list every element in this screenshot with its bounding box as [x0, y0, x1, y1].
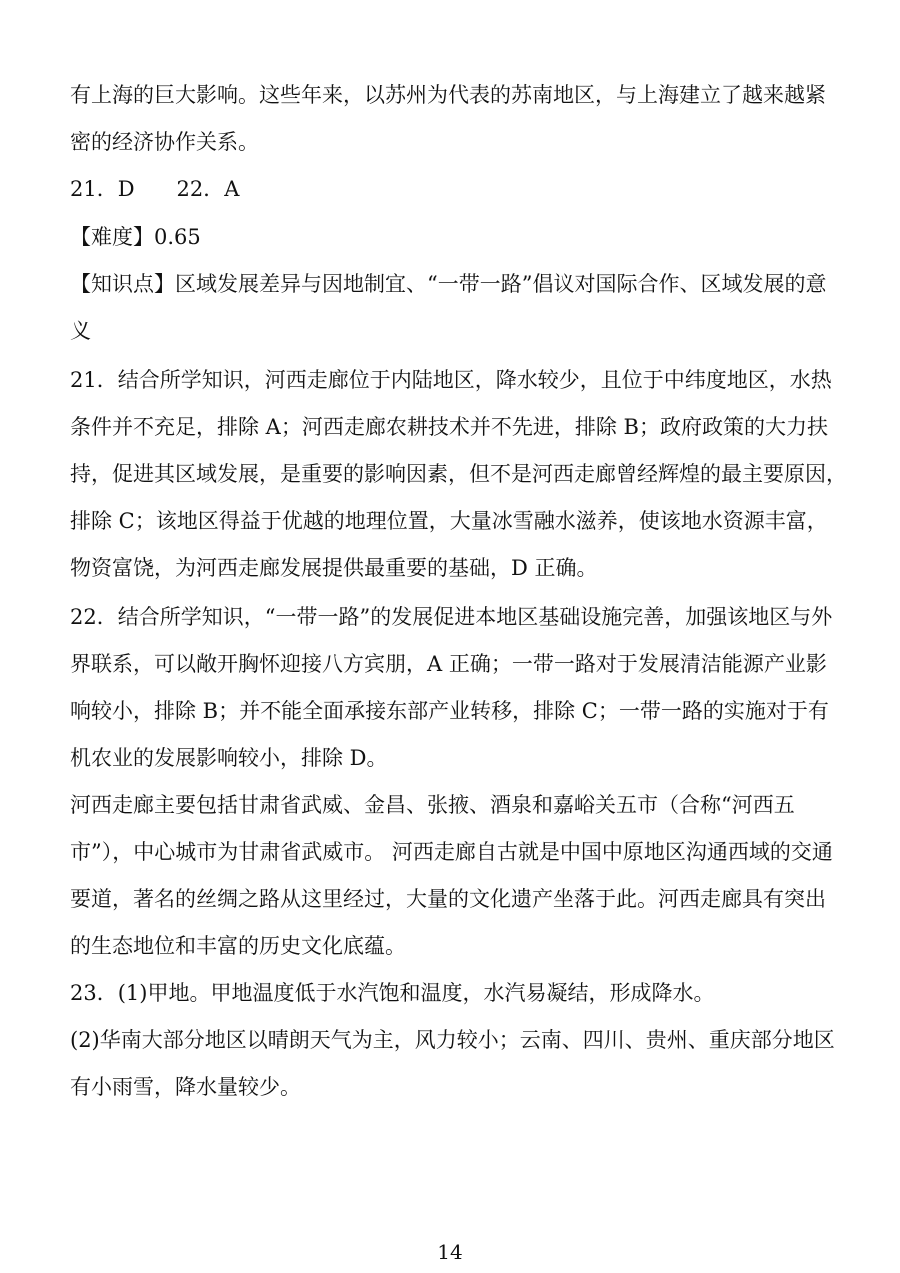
text-line: 23．(1)甲地。甲地温度低于水汽饱和温度，水汽易凝结，形成降水。 — [70, 981, 715, 1005]
text-line: 义 — [70, 319, 91, 343]
text-line: 机农业的发展影响较小，排除 D。 — [70, 746, 388, 770]
text-line: 响较小，排除 B；并不能全面承接东部产业转移，排除 C；一带一路的实施对于有 — [70, 699, 829, 723]
text-line: 界联系，可以敞开胸怀迎接八方宾朋，A 正确；一带一路对于发展清洁能源产业影 — [70, 652, 827, 676]
text-line: 条件并不充足，排除 A；河西走廊农耕技术并不先进，排除 B；政府政策的大力扶 — [70, 415, 828, 439]
text-line: 有上海的巨大影响。这些年来，以苏州为代表的苏南地区，与上海建立了越来越紧 — [70, 83, 826, 107]
text-line: (2)华南大部分地区以晴朗天气为主，风力较小；云南、四川、贵州、重庆部分地区 — [70, 1028, 835, 1052]
text-line: 市”），中心城市为甘肃省武威市。 河西走廊自古就是中国中原地区沟通西域的交通 — [70, 840, 833, 864]
difficulty-line: 【难度】0.65 — [70, 225, 201, 249]
text-line: 物资富饶，为河西走廊发展提供最重要的基础，D 正确。 — [70, 556, 598, 580]
text-line: 要道，著名的丝绸之路从这里经过，大量的文化遗产坐落于此。河西走廊具有突出 — [70, 887, 826, 911]
text-line: 有小雨雪，降水量较少。 — [70, 1075, 301, 1099]
text-line: 排除 C；该地区得益于优越的地理位置，大量冰雪融水滋养，使该地水资源丰富， — [70, 509, 828, 533]
text-line: 河西走廊主要包括甘肃省武威、金昌、张掖、酒泉和嘉峪关五市（合称“河西五 — [70, 793, 795, 817]
text-line: 持，促进其区域发展，是重要的影响因素，但不是河西走廊曾经辉煌的最主要原因， — [70, 462, 847, 486]
answer-line: 21．D 22．A — [70, 177, 240, 201]
page-number: 14 — [437, 1240, 463, 1264]
knowledge-point-line: 【知识点】区域发展差异与因地制宜、“一带一路”倡议对国际合作、区域发展的意 — [70, 272, 827, 296]
text-line: 22．结合所学知识，“一带一路”的发展促进本地区基础设施完善，加强该地区与外 — [70, 605, 833, 629]
text-line: 21．结合所学知识，河西走廊位于内陆地区，降水较少，且位于中纬度地区，水热 — [70, 368, 832, 392]
text-line: 的生态地位和丰富的历史文化底蕴。 — [70, 934, 406, 958]
text-line: 密的经济协作关系。 — [70, 130, 259, 154]
